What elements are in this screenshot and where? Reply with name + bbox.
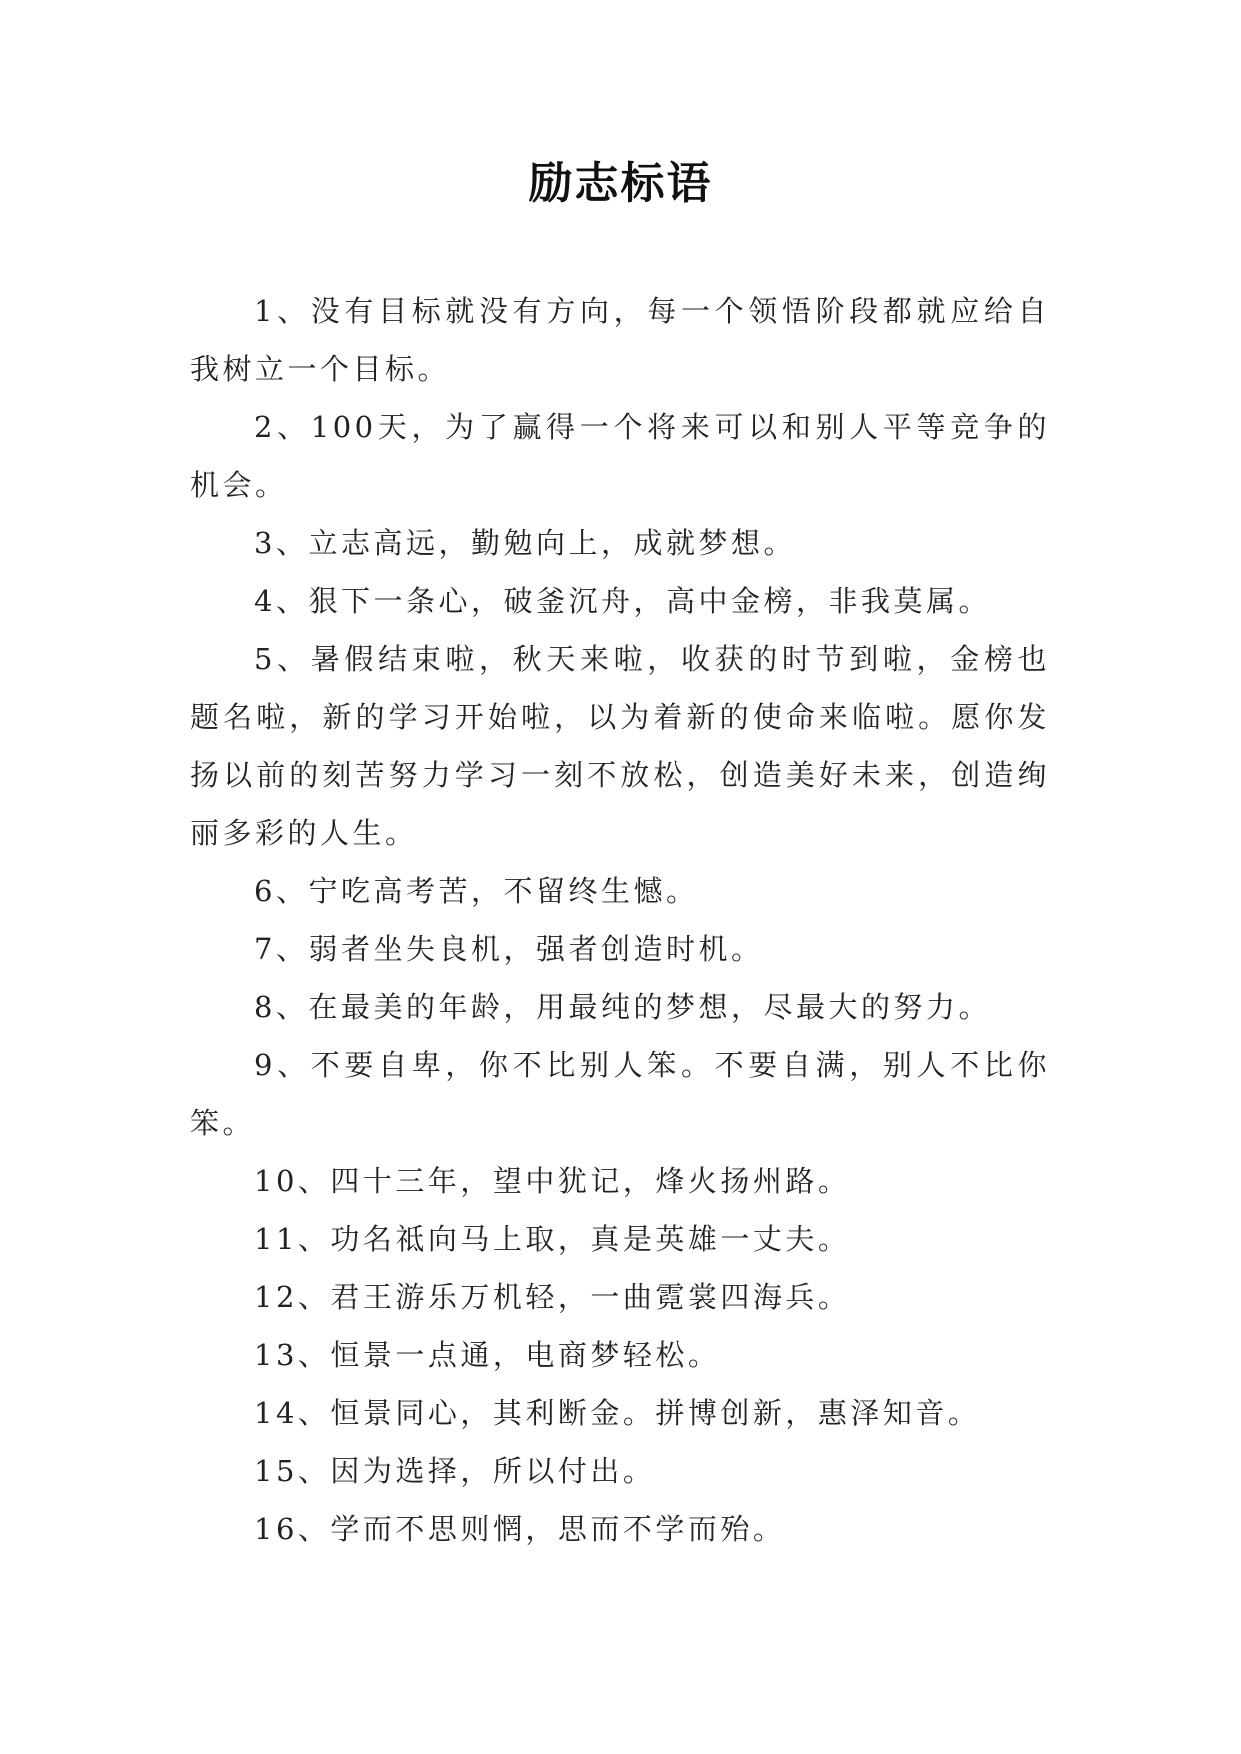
slogan-item-2: 2、100天，为了赢得一个将来可以和别人平等竞争的机会。 <box>190 410 1050 502</box>
slogan-item-1: 1、没有目标就没有方向，每一个领悟阶段都就应给自我树立一个目标。 <box>190 294 1050 386</box>
slogan-item-15: 15、因为选择，所以付出。 <box>254 1454 656 1488</box>
slogan-item-7: 7、弱者坐失良机，强者创造时机。 <box>254 932 764 966</box>
slogan-item-16: 16、学而不思则惘，思而不学而殆。 <box>254 1512 786 1546</box>
slogan-item-8: 8、在最美的年龄，用最纯的梦想，尽最大的努力。 <box>254 990 991 1024</box>
slogan-item-6: 6、宁吃高考苦，不留终生憾。 <box>254 874 699 908</box>
slogan-item-10: 10、四十三年，望中犹记，烽火扬州路。 <box>254 1164 851 1198</box>
slogan-item-9: 9、不要自卑，你不比别人笨。不要自满，别人不比你笨。 <box>190 1048 1050 1140</box>
slogan-item-11: 11、功名祗向马上取，真是英雄一丈夫。 <box>254 1222 851 1256</box>
slogan-item-5: 5、暑假结束啦，秋天来啦，收获的时节到啦，金榜也题名啦，新的学习开始啦，以为着新的使命来临啦。愿你发扬以前的刻苦努力学习一刻不放松，创造美好未来，创造绚丽多彩的人生。 <box>190 642 1050 850</box>
slogan-item-13: 13、恒景一点通，电商梦轻松。 <box>254 1338 721 1372</box>
page-title: 励志标语 <box>528 158 713 209</box>
slogan-list <box>190 282 1050 1558</box>
slogan-item-12: 12、君王游乐万机轻，一曲霓裳四海兵。 <box>254 1280 851 1314</box>
slogan-item-3: 3、立志高远，勤勉向上，成就梦想。 <box>254 526 796 560</box>
slogan-item-4: 4、狠下一条心，破釜沉舟，高中金榜，非我莫属。 <box>254 584 991 618</box>
slogan-item-14: 14、恒景同心，其利断金。拼博创新，惠泽知音。 <box>254 1396 981 1430</box>
